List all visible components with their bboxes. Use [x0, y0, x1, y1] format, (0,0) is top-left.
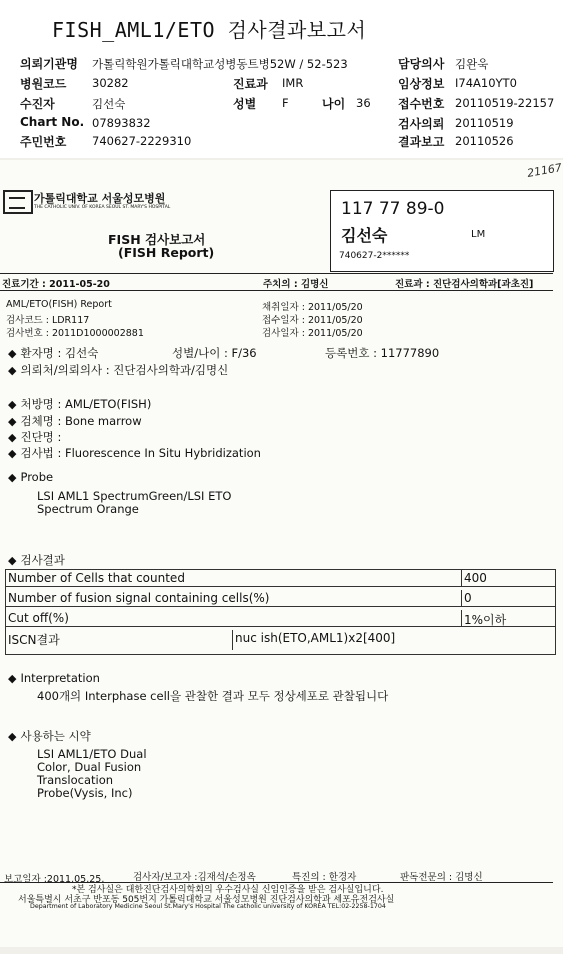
result-table: [5, 569, 556, 655]
specimen-line: [8, 413, 142, 429]
hospital-logo-icon: [3, 190, 33, 214]
report-header: [0, 0, 563, 158]
value-sex: F: [282, 96, 289, 110]
reagent-text-1: LSI AML1/ETO Dual: [37, 747, 147, 761]
patient-box-code: LM: [471, 229, 486, 240]
table-row: [6, 610, 555, 627]
iscn-label: ISCN결과: [8, 633, 60, 647]
report-title-en: (FISH Report): [118, 245, 215, 260]
footer-reader: 판독전문의 : 김명신: [400, 872, 483, 883]
bullet-diamond-icon: ◆: [8, 730, 17, 743]
label-institution: 의뢰기관명: [20, 57, 78, 71]
value-result-date: 20110526: [455, 134, 514, 148]
label-hospital-code: 병원코드: [20, 77, 67, 91]
meta-test-number: 검사번호 : 2011D1000002881: [6, 328, 144, 339]
result-row-value: 1%이하: [464, 613, 507, 627]
value-department: IMR: [282, 76, 304, 90]
patient-name: 환자명 : 김선숙: [20, 346, 99, 360]
info-bar-doctor: 주치의 : 김명신: [263, 279, 329, 290]
patient-label-box: [330, 190, 554, 272]
bullet-diamond-icon: ◆: [8, 447, 17, 460]
result-row-value: 400: [464, 571, 487, 585]
method-line: [8, 445, 261, 461]
footer-specialist: 특진의 : 한경자: [292, 872, 357, 883]
specimen-text: 검체명 : Bone marrow: [20, 414, 142, 428]
meta-receive-date: 접수일자 : 2011/05/20: [262, 315, 363, 326]
value-resident-no: 740627-2229310: [92, 134, 192, 148]
reagent-heading: [8, 728, 91, 744]
footer-report-date: 보고일자 :2011.05.25.: [4, 874, 105, 885]
bullet-diamond-icon: ◆: [8, 471, 17, 484]
result-heading: [8, 552, 65, 568]
value-age: 36: [356, 96, 371, 110]
bullet-diamond-icon: ◆: [8, 554, 17, 567]
method-text: 검사법 : Fluorescence In Situ Hybridization: [20, 446, 261, 460]
handwritten-note: 21167: [526, 161, 563, 180]
patient-sex-age: 성별/나이 : F/36: [172, 346, 257, 360]
label-age: 나이: [322, 97, 346, 111]
reagent-text-4: Probe(Vysis, Inc): [37, 786, 133, 800]
value-institution: 가톨릭학원가톨릭대학교성병동트병52W / 52-523: [92, 57, 348, 71]
value-chart-no: 07893832: [92, 116, 151, 130]
result-row-label: Number of fusion signal containing cells(%): [8, 591, 270, 605]
meta-report-name: AML/ETO(FISH) Report: [6, 299, 112, 310]
diagnosis-line: [8, 429, 61, 445]
hospital-subtitle: THE CATHOLIC UNIV. OF KOREA SEOUL ST. MARY'S HOSPITAL: [34, 205, 171, 210]
bullet-diamond-icon: ◆: [8, 347, 17, 360]
meta-collect-date: 채취일자 : 2011/05/20: [262, 302, 363, 313]
label-chart-no: Chart No.: [20, 115, 85, 129]
probe-text-2: Spectrum Orange: [37, 502, 139, 516]
value-hospital-code: 30282: [92, 76, 129, 90]
label-resident-no: 주민번호: [20, 135, 67, 149]
footer-certification: *본 검사실은 대한진단검사의학회의 우수검사실 신임인증을 받은 검사실입니다.: [72, 885, 384, 895]
patient-box-id: 740627-2******: [339, 251, 410, 261]
iscn-value: nuc ish(ETO,AML1)x2[400]: [235, 631, 396, 645]
bullet-diamond-icon: ◆: [8, 398, 17, 411]
interpretation-text: 400개의 Interphase cell을 관찰한 결과 모두 정상세포로 관찰됩니다: [37, 689, 389, 703]
order-line: [8, 396, 151, 412]
referrer-text: 의뢰처/의뢰의사 : 진단검사의학과/김명신: [20, 363, 229, 377]
probe-line: [8, 470, 53, 484]
patient-reg-no: 등록번호 : 11777890: [325, 346, 440, 360]
footer-dept-en: Department of Laboratory Medicine Seoul St.Mary's Hospital The catholic university of KOREA TEL:02-2258-1704: [30, 903, 386, 910]
patient-box-name: 김선숙: [341, 226, 388, 245]
bullet-diamond-icon: ◆: [8, 364, 17, 377]
info-bar-bottom-rule: [0, 290, 553, 291]
label-sex: 성별: [233, 97, 257, 111]
interpretation-heading: [8, 671, 100, 685]
reagent-text-3: Translocation: [37, 773, 114, 787]
diagnosis-text: 진단명 :: [20, 430, 62, 444]
info-bar-top-rule: [0, 273, 553, 274]
footer-examiner: 검사자/보고자 :김재석/손정옥: [133, 872, 256, 883]
table-row: [6, 570, 555, 587]
reagent-text-2: Color, Dual Fusion: [37, 760, 142, 774]
label-result-date: 결과보고: [398, 135, 445, 149]
label-department: 진료과: [233, 77, 268, 91]
probe-label: Probe: [20, 470, 54, 484]
bullet-diamond-icon: ◆: [8, 415, 17, 428]
result-row-label: Cut off(%): [8, 611, 69, 625]
result-row-value: 0: [464, 591, 472, 605]
meta-test-date: 검사일자 : 2011/05/20: [262, 328, 363, 339]
probe-text-1: LSI AML1 SpectrumGreen/LSI ETO: [37, 489, 232, 503]
result-row-label: Number of Cells that counted: [8, 571, 185, 585]
patient-box-number: 117 77 89-0: [341, 199, 445, 219]
value-doctor: 김완욱: [455, 57, 489, 71]
label-doctor: 담당의사: [398, 57, 445, 71]
interpretation-label: Interpretation: [20, 671, 100, 685]
label-receipt-no: 접수번호: [398, 97, 445, 111]
page-title: FISH_AML1/ETO 검사결과보고서: [52, 18, 367, 42]
value-request-date: 20110519: [455, 116, 514, 130]
meta-test-code: 검사코드 : LDR117: [6, 315, 90, 326]
hospital-name: 가톨릭대학교 서울성모병원: [34, 192, 166, 205]
label-request-date: 검사의뢰: [398, 117, 445, 131]
footer-address: 서울특별시 서초구 반포동 505번지 가톨릭대학교 서울성모병원 진단검사의학과 세포유전검사실: [18, 895, 395, 905]
info-bar-dept: 진료과 : 진단검사의학과[과초진]: [395, 279, 534, 290]
table-row: [6, 630, 555, 646]
patient-line: [8, 345, 98, 361]
order-text: 처방명 : AML/ETO(FISH): [20, 397, 152, 411]
result-label: 검사결과: [20, 553, 65, 567]
reagent-label: 사용하는 시약: [20, 729, 91, 743]
label-clinical-info: 임상정보: [398, 77, 445, 91]
label-patient: 수진자: [20, 97, 55, 111]
report-title: FISH 검사보고서: [108, 232, 206, 247]
bullet-diamond-icon: ◆: [8, 431, 17, 444]
bullet-diamond-icon: ◆: [8, 672, 17, 685]
value-patient: 김선숙: [92, 97, 126, 111]
referrer-line: [8, 362, 228, 378]
table-row: [6, 590, 555, 607]
value-clinical-info: I74A10YT0: [455, 76, 517, 90]
value-receipt-no: 20110519-22157: [455, 96, 555, 110]
info-bar-period: 진료기간 : 2011-05-20: [2, 279, 110, 290]
